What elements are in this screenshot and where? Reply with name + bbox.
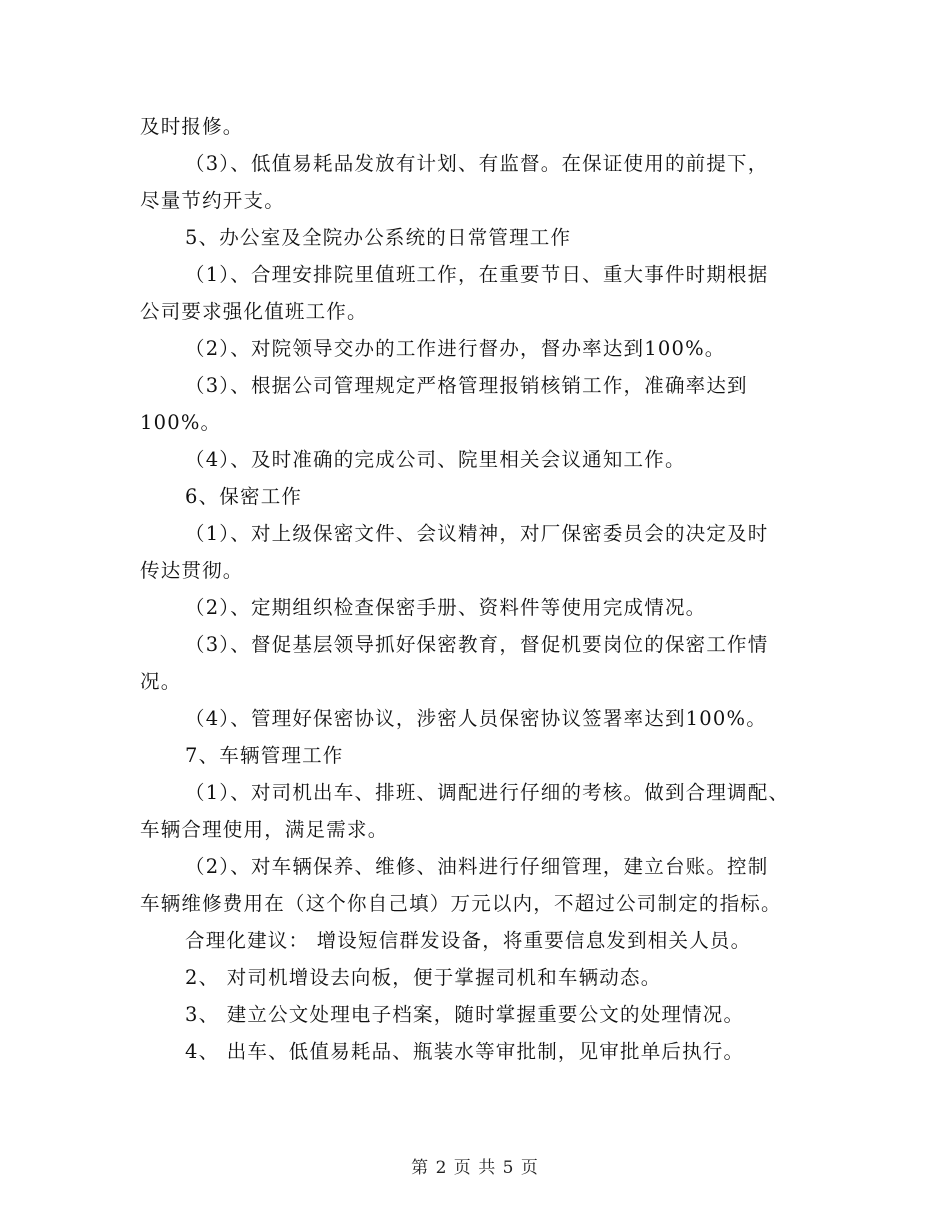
text-line: （4）、管理好保密协议，涉密人员保密协议签署率达到100%。 [185,707,767,730]
text-line: 4、 出车、低值易耗品、瓶装水等审批制，见审批单后执行。 [185,1040,745,1063]
text-line: 100%。 [140,411,222,434]
text-line: 3、 建立公文处理电子档案，随时掌握重要公文的处理情况。 [185,1003,745,1026]
text-line: 车辆合理使用，满足需求。 [140,818,389,841]
document-body [140,108,820,1070]
text-line: 公司要求强化值班工作。 [140,300,368,323]
text-line: 7、车辆管理工作 [185,744,344,767]
text-line: 尽量节约开支。 [140,189,285,212]
text-line: 合理化建议： 增设短信群发设备，将重要信息发到相关人员。 [185,929,752,952]
text-line: 及时报修。 [140,115,244,138]
text-line: 6、保密工作 [185,485,303,508]
text-line: 2、 对司机增设去向板，便于掌握司机和车辆动态。 [185,966,662,989]
text-line: （2）、对院领导交办的工作进行督办，督办率达到100%。 [185,337,726,360]
text-line: （1）、对司机出车、排班、调配进行仔细的考核。做到合理调配、 [185,781,790,804]
text-line: （3）、低值易耗品发放有计划、有监督。在保证使用的前提下， [185,152,769,175]
text-line: 车辆维修费用在（这个你自己填）万元以内，不超过公司制定的指标。 [140,892,782,915]
text-line: （3）、根据公司管理规定严格管理报销核销工作，准确率达到 [185,374,748,397]
text-line: 传达贯彻。 [140,559,244,582]
text-line: 5、办公室及全院办公系统的日常管理工作 [185,226,572,249]
text-line: （1）、合理安排院里值班工作，在重要节日、重大事件时期根据 [185,263,769,286]
text-line: （2）、定期组织检查保密手册、资料件等使用完成情况。 [185,596,707,619]
page-footer: 第 2 页 共 5 页 [411,1158,539,1178]
text-line: （1）、对上级保密文件、会议精神，对厂保密委员会的决定及时 [185,522,769,545]
text-line: 况。 [140,670,182,693]
text-line: （2）、对车辆保养、维修、油料进行仔细管理，建立台账。控制 [185,855,769,878]
text-line: （4）、及时准确的完成公司、院里相关会议通知工作。 [185,448,686,471]
text-line: （3）、督促基层领导抓好保密教育，督促机要岗位的保密工作情 [185,633,769,656]
